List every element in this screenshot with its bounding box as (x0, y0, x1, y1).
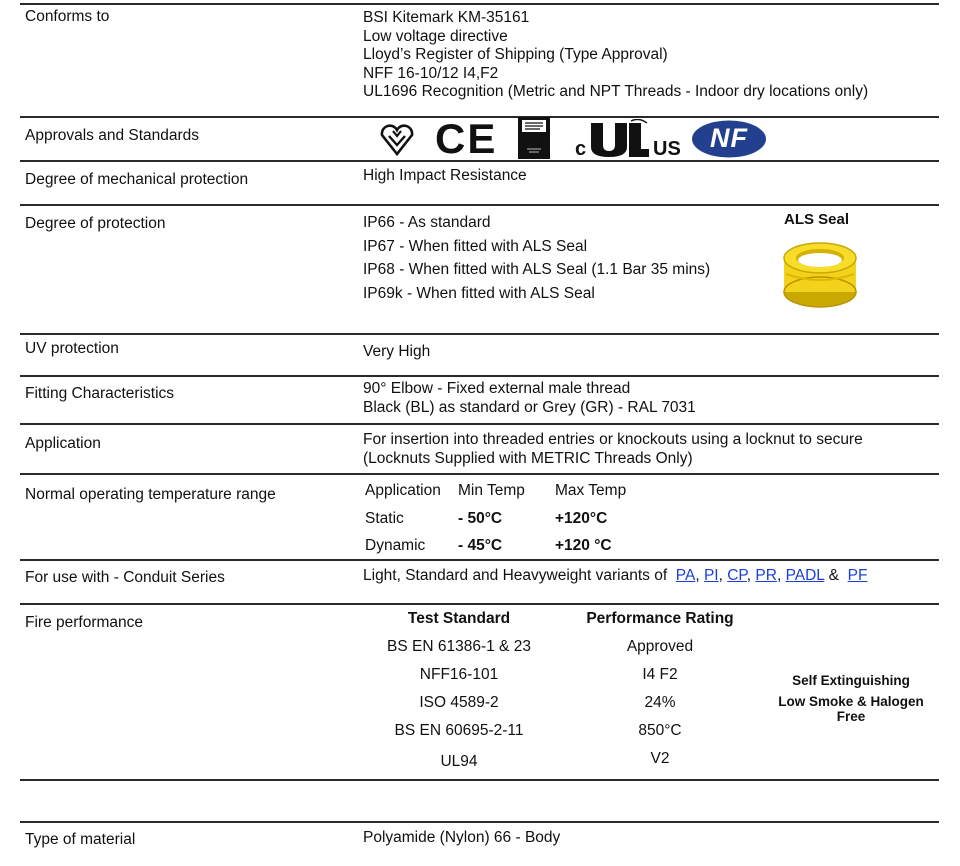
fire-label: Fire performance (25, 614, 144, 631)
fire-row-rating: 24% (644, 694, 676, 711)
fitting-label: Fitting Characteristics (25, 385, 175, 402)
conduit-sep: , (695, 567, 700, 584)
application-values (363, 431, 863, 468)
als-seal-image (780, 236, 860, 310)
fitting-values (363, 380, 696, 417)
fire-row-rating: V2 (650, 750, 670, 767)
conduit-link-pi[interactable]: PI (703, 567, 719, 584)
fire-header-standard: Test Standard (407, 610, 511, 627)
fire-note-line: Low Smoke & Halogen (778, 694, 924, 709)
fitting-line: 90° Elbow - Fixed external male thread (363, 380, 631, 397)
conduit-link-pf[interactable]: PF (847, 567, 868, 584)
fire-note-line: Free (836, 709, 866, 724)
temp-header-application: Application (365, 482, 441, 499)
temperature-label: Normal operating temperature range (25, 486, 276, 503)
row-divider (20, 779, 939, 781)
protection-line: IP68 - When fitted with ALS Seal (1.1 Bar 35 mins) (363, 261, 711, 278)
conduit-sep: , (776, 567, 782, 584)
ul-symbol-icon (587, 119, 651, 159)
conduit-label: For use with - Conduit Series (25, 569, 225, 586)
temp-header-min: Min Temp (458, 482, 525, 499)
temp-row-min: - 50°C (458, 510, 503, 527)
ce-mark-text: CE (435, 115, 498, 162)
fire-row-rating: 850°C (638, 722, 682, 739)
material-label: Type of material (25, 831, 136, 848)
ul-us-text: US (653, 138, 681, 160)
application-line: For insertion into threaded entries or knockouts using a locknut to secure (363, 431, 863, 448)
protection-values (363, 211, 710, 305)
conforms-line: BSI Kitemark KM-35161 (363, 9, 530, 26)
temp-row-application: Dynamic (365, 537, 426, 554)
material-value: Polyamide (Nylon) 66 - Body (363, 829, 561, 846)
application-label: Application (25, 435, 101, 452)
row-divider (20, 204, 939, 206)
conduit-sep: , (746, 567, 752, 584)
temp-row-min: - 45°C (458, 537, 503, 554)
fitting-line: Black (BL) as standard or Grey (GR) - RAL 7031 (363, 398, 696, 416)
row-divider (20, 375, 939, 377)
conduit-sep: , (718, 567, 723, 584)
conduit-value (363, 567, 867, 586)
fire-header-rating: Performance Rating (586, 610, 734, 627)
conduit-link-padl[interactable]: PADL (785, 567, 825, 584)
row-divider (20, 473, 939, 475)
conduit-prefix: Light, Standard and Heavyweight variants of (363, 567, 668, 584)
fire-row-rating: I4 F2 (642, 666, 678, 683)
conforms-values (363, 9, 868, 102)
fire-row-standard: UL94 (440, 753, 478, 770)
fire-note-line: Self Extinguishing (792, 673, 910, 688)
fire-row-standard: NFF16-101 (419, 666, 499, 683)
conduit-link-pa[interactable]: PA (675, 567, 696, 584)
temp-header-max: Max Temp (555, 482, 627, 499)
kitemark-icon (378, 121, 416, 157)
fire-row-rating: Approved (626, 638, 694, 655)
fire-note (760, 672, 942, 723)
conforms-line: Low voltage directive (363, 27, 508, 45)
lloyds-register-icon (518, 117, 550, 159)
approvals-label: Approvals and Standards (25, 127, 200, 144)
nf-mark-text: NF (710, 123, 748, 153)
fire-row-standard: BS EN 60695-2-11 (394, 722, 524, 739)
application-line: (Locknuts Supplied with METRIC Threads Only) (363, 449, 693, 467)
als-seal-title: ALS Seal (784, 211, 850, 228)
protection-line: IP67 - When fitted with ALS Seal (363, 237, 588, 255)
conduit-amp: & (828, 567, 839, 584)
protection-label: Degree of protection (25, 215, 166, 232)
temp-row-max: +120°C (555, 510, 608, 527)
conduit-link-pr[interactable]: PR (755, 567, 777, 584)
row-divider (20, 423, 939, 425)
conforms-label: Conforms to (25, 8, 110, 25)
row-divider (20, 559, 939, 561)
uv-value: Very High (363, 343, 431, 360)
nf-mark-icon (691, 120, 767, 158)
mechanical-label: Degree of mechanical protection (25, 171, 249, 188)
conduit-link-cp[interactable]: CP (727, 567, 747, 584)
uv-label: UV protection (25, 340, 119, 357)
row-divider (20, 821, 939, 823)
protection-line: IP66 - As standard (363, 214, 491, 231)
temp-row-max: +120 °C (555, 537, 612, 554)
row-divider (20, 3, 939, 5)
protection-line: IP69k - When fitted with ALS Seal (363, 284, 595, 302)
ce-mark-icon (435, 116, 497, 162)
row-divider (20, 333, 939, 335)
fire-row-standard: BS EN 61386-1 & 23 (387, 638, 531, 655)
ul-c-text: c (575, 138, 587, 160)
mechanical-value: High Impact Resistance (363, 167, 527, 184)
conforms-line: UL1696 Recognition (Metric and NPT Threads - Indoor dry locations only) (363, 83, 869, 100)
temp-row-application: Static (365, 510, 404, 527)
fire-row-standard: ISO 4589-2 (419, 694, 499, 711)
conforms-line: NFF 16-10/12 I4,F2 (363, 64, 499, 82)
row-divider (20, 603, 939, 605)
ul-recognized-icon (575, 119, 680, 159)
conforms-line: Lloyd’s Register of Shipping (Type Approval) (363, 46, 668, 63)
